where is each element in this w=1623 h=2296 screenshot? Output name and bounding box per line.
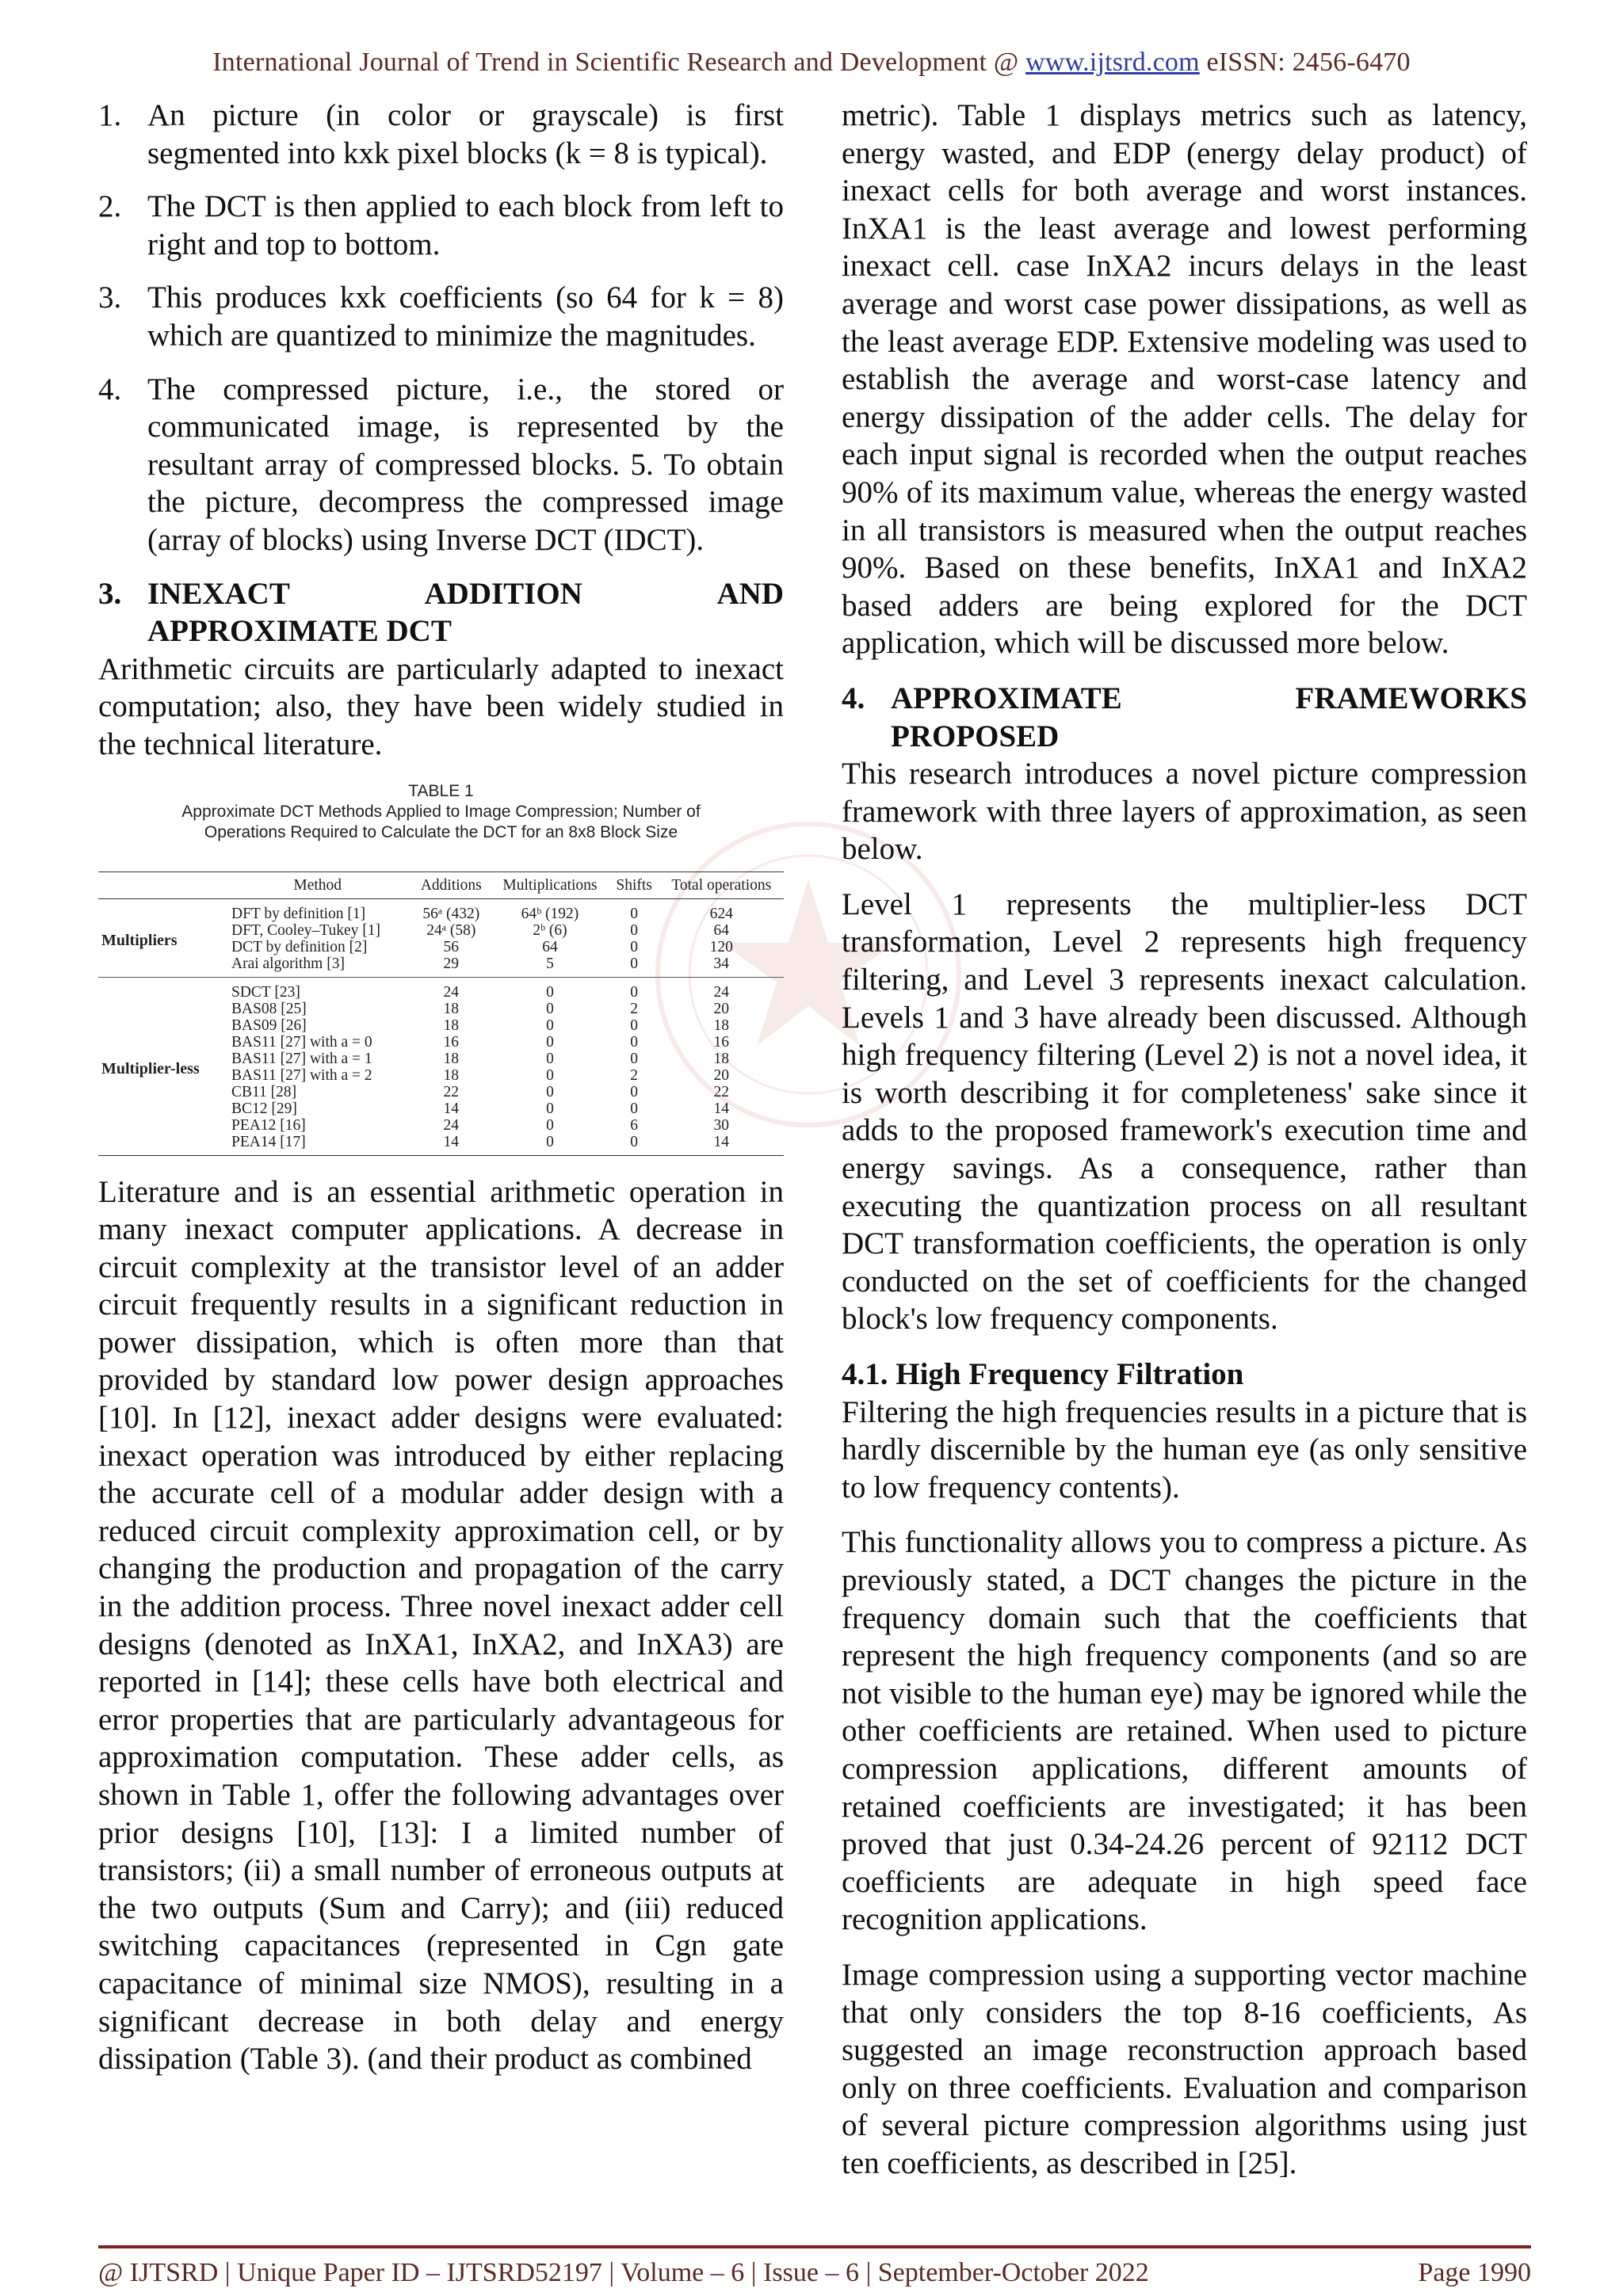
column-header: Shifts [609, 871, 659, 898]
table-label: TABLE 1 [408, 781, 474, 800]
cell-total: 624 [709, 905, 733, 922]
dct-steps-list [98, 97, 784, 559]
running-footer [98, 2258, 1531, 2288]
cell-total: 22 [713, 1083, 730, 1100]
cell-mul: 0 [546, 1016, 554, 1034]
cell-add: 22 [443, 1083, 460, 1100]
cell-add: 29 [443, 955, 460, 972]
list-text: The compressed picture, i.e., the stored or communicated image, is represented by the resultant array of compressed blocks. 5. To obtain the picture, decompress the compressed image (array of blocks) using Inverse DCT (IDCT). [147, 372, 784, 557]
heading-line-2: PROPOSED [891, 719, 1060, 753]
cell-add: 14 [443, 1100, 460, 1117]
table-header-row [98, 871, 784, 898]
list-text: This produces kxk coefficients (so 64 for k = 8) which are quantized to minimize the magnitudes. [147, 280, 784, 353]
cell-method: DFT by definition [1] [231, 905, 366, 922]
cell-add: 24 [443, 983, 460, 1001]
multiplier-less-group [98, 977, 784, 1155]
list-item [98, 188, 784, 263]
cell-mul: 0 [546, 1000, 554, 1017]
cell-total: 20 [713, 1000, 730, 1017]
paragraph: metric). Table 1 displays metrics such as latency, energy wasted, and EDP (energy delay product) of inexact cells for both average and worst instances. InXA1 is the least average and lowest performing inexact cell. case InXA2 incurs delays in the least average and worst case power dissipations, as well as the least average EDP. Extensive modeling was used to establish the average and worst-case latency and energy dissipation of the adder cells. The delay for each input signal is recorded when the output reaches 90% of its maximum value, whereas the energy wasted in all transistors is measured when the output reaches 90%. Based on these benefits, InXA1 and InXA2 based adders are being explored for the DCT application, which will be discussed more below. [842, 98, 1527, 661]
cell-total: 14 [713, 1133, 730, 1150]
cell-mul: 0 [546, 1066, 554, 1084]
cell-total: 30 [713, 1116, 730, 1134]
cell-method: BAS09 [26] [231, 1016, 307, 1034]
cell-mul: 0 [546, 1033, 554, 1051]
cell-method: PEA14 [17] [231, 1133, 306, 1150]
section-4-heading [842, 680, 1527, 755]
cell-shift: 0 [630, 1033, 638, 1051]
cell-mul: 0 [546, 1133, 554, 1150]
cell-shift: 0 [630, 921, 638, 939]
left-column [98, 97, 784, 2096]
cell-shift: 0 [630, 1083, 638, 1100]
heading-word: APPROXIMATE [891, 681, 1122, 715]
cell-shift: 0 [630, 938, 638, 955]
cell-total: 14 [713, 1100, 730, 1117]
cell-add: 24ᵃ (58) [426, 921, 476, 939]
section-number: 3. [98, 576, 122, 611]
column-header: Method [223, 871, 411, 898]
cell-method: BAS08 [25] [231, 1000, 307, 1017]
header-issn: eISSN: 2456-6470 [1199, 48, 1411, 77]
paragraph: This functionality allows you to compress a picture. As previously stated, a DCT changes the picture in the frequency domain such that the coefficients that represent the high frequency components (and so are not visible to the human eye) may be ignored while the other coefficients are retained. When used to picture compression applications, different amounts of retained coefficients are investigated; it has been proved that just 0.34-24.26 percent of 92112 DCT coefficients are adequate in high speed face recognition applications. [842, 1525, 1527, 1937]
page-number: Page 1990 [1418, 2258, 1531, 2287]
cell-shift: 0 [630, 1016, 638, 1034]
cell-total: 34 [713, 955, 730, 972]
cell-mul: 0 [546, 1083, 554, 1100]
cell-mul: 0 [546, 1116, 554, 1134]
footer-rule [98, 2245, 1531, 2248]
list-number: 3. [98, 280, 122, 315]
cell-method: Arai algorithm [3] [231, 955, 345, 972]
heading-word: INEXACT [147, 576, 290, 611]
cell-mul: 64 [542, 938, 558, 955]
cell-mul: 0 [546, 1050, 554, 1067]
section-number: 4. [842, 681, 865, 715]
paragraph: Filtering the high frequencies results in a picture that is hardly discernible by the human eye (as only sensitive to low frequency contents). [842, 1394, 1527, 1505]
cell-shift: 0 [630, 1100, 638, 1117]
column-header: Multiplications [491, 871, 609, 898]
table-1-figure [98, 781, 784, 1156]
row-group-label: Multiplier-less [101, 1060, 200, 1077]
cell-total: 18 [713, 1016, 730, 1034]
cell-add: 18 [443, 1050, 460, 1067]
section-3-heading [98, 575, 784, 650]
cell-add: 18 [443, 1000, 460, 1017]
heading-line-2: APPROXIMATE DCT [147, 614, 452, 649]
operations-table [98, 871, 784, 1156]
header-url-link[interactable]: www.ijtsrd.com [1025, 48, 1200, 77]
cell-total: 20 [713, 1066, 730, 1084]
cell-add: 56ᵃ (432) [422, 905, 480, 922]
cell-shift: 0 [630, 983, 638, 1001]
table-row [98, 977, 784, 1001]
cell-shift: 0 [630, 1133, 638, 1150]
cell-method: CB11 [28] [231, 1083, 297, 1100]
list-number: 1. [98, 98, 122, 132]
cell-shift: 0 [630, 955, 638, 972]
cell-method: DFT, Cooley–Tukey [1] [231, 921, 380, 939]
cell-shift: 2 [630, 1000, 638, 1017]
cell-method: BAS11 [27] with a = 2 [231, 1066, 372, 1084]
cell-add: 14 [443, 1133, 460, 1150]
cell-shift: 2 [630, 1066, 638, 1084]
running-header [0, 48, 1623, 78]
heading-word: ADDITION [424, 576, 582, 611]
paragraph: Image compression using a supporting vector machine that only considers the top 8-16 coefficients, As suggested an image reconstruction approach based only on three coefficients. Evaluation and comparison of several picture compression algorithms using just ten coefficients, as described in [25]. [842, 1957, 1527, 2180]
cell-add: 18 [443, 1066, 460, 1084]
row-group-label: Multipliers [101, 932, 178, 949]
cell-shift: 0 [630, 905, 638, 922]
cell-add: 24 [443, 1116, 460, 1134]
cell-mul: 0 [546, 1100, 554, 1117]
cell-method: BAS11 [27] with a = 0 [231, 1033, 372, 1051]
right-column [842, 97, 1527, 2199]
paragraph: Level 1 represents the multiplier-less DCT transformation, Level 2 represents high frequency filtering, and Level 3 represents inexact calculation. Levels 1 and 3 have already been discussed. Although high frequency filtering (Level 2) is not a novel idea, it is worth describing it for completeness' sake since it adds to the proposed framework's execution time and energy savings. As a consequence, rather than executing the quantization process on all resultant DCT transformation coefficients, the operation is only conducted on the set of coefficients for the changed block's low frequency components. [842, 887, 1527, 1337]
list-item [98, 97, 784, 172]
cell-total: 16 [713, 1033, 730, 1051]
cell-shift: 6 [630, 1116, 638, 1134]
cell-total: 64 [713, 921, 730, 939]
multipliers-group [98, 898, 784, 977]
cell-total: 120 [709, 938, 733, 955]
table-caption: Approximate DCT Methods Applied to Image Compression; Number of Operations Required to Calculate the DCT for an 8x8 Block Size [181, 802, 701, 841]
column-header: Additions [411, 871, 491, 898]
list-number: 2. [98, 189, 122, 224]
list-text: The DCT is then applied to each block from left to right and top to bottom. [147, 189, 784, 261]
cell-method: BC12 [29] [231, 1100, 297, 1117]
cell-add: 18 [443, 1016, 460, 1034]
footer-info: @ IJTSRD | Unique Paper ID – IJTSRD52197 | Volume – 6 | Issue – 6 | September-October 2022 [98, 2258, 1149, 2287]
heading-word: FRAMEWORKS [1295, 681, 1527, 715]
cell-add: 16 [443, 1033, 460, 1051]
cell-shift: 0 [630, 1050, 638, 1067]
cell-method: SDCT [23] [231, 983, 300, 1001]
table-row [98, 898, 784, 922]
cell-mul: 5 [546, 955, 554, 972]
heading-word: AND [716, 576, 784, 611]
paragraph: Literature and is an essential arithmetic operation in many inexact computer applications. A decrease in circuit complexity at the transistor level of an adder circuit frequently results in a significant reduction in power dissipation, which is often more than that provided by standard low power design approaches [10]. In [12], inexact adder designs were evaluated: inexact operation was introduced by either replacing the accurate cell of a modular adder design with a reduced circuit complexity approximation cell, or by changing the production and propagation of the carry in the addition process. Three novel inexact adder cell designs (denoted as InXA1, InXA2, and InXA3) are reported in [14]; these cells have both electrical and error properties that are particularly advantageous for approximation computation. These adder cells, as shown in Table 1, offer the following advantages over prior designs [10], [13]: I a limited number of transistors; (ii) a small number of erroneous outputs at the two outputs (Sum and Carry); and (iii) reduced switching capacitances (represented in Cgn gate capacitance of minimal size NMOS), resulting in a significant decrease in both delay and energy dissipation (Table 3). (and their product as combined [98, 1174, 784, 2077]
list-text: An picture (in color or grayscale) is first segmented into kxk pixel blocks (k = 8 is typical). [147, 98, 784, 170]
paragraph: This research introduces a novel picture compression framework with three layers of approximation, as seen below. [842, 757, 1527, 867]
cell-method: PEA12 [16] [231, 1116, 306, 1134]
cell-mul: 0 [546, 983, 554, 1001]
paragraph: Arithmetic circuits are particularly adapted to inexact computation; also, they have been widely studied in the technical literature. [98, 651, 784, 761]
cell-method: BAS11 [27] with a = 1 [231, 1050, 372, 1067]
list-item [98, 279, 784, 354]
column-header: Total operations [659, 871, 784, 898]
cell-total: 18 [713, 1050, 730, 1067]
list-item [98, 371, 784, 559]
list-number: 4. [98, 372, 122, 406]
header-journal: International Journal of Trend in Scientific Research and Development @ [212, 48, 1026, 77]
cell-mul: 2ᵇ (6) [533, 921, 567, 939]
subsection-4-1-heading: 4.1. High Frequency Filtration [842, 1357, 1244, 1391]
cell-total: 24 [713, 983, 730, 1001]
cell-mul: 64ᵇ (192) [521, 905, 579, 922]
cell-add: 56 [443, 938, 460, 955]
cell-method: DCT by definition [2] [231, 938, 368, 955]
